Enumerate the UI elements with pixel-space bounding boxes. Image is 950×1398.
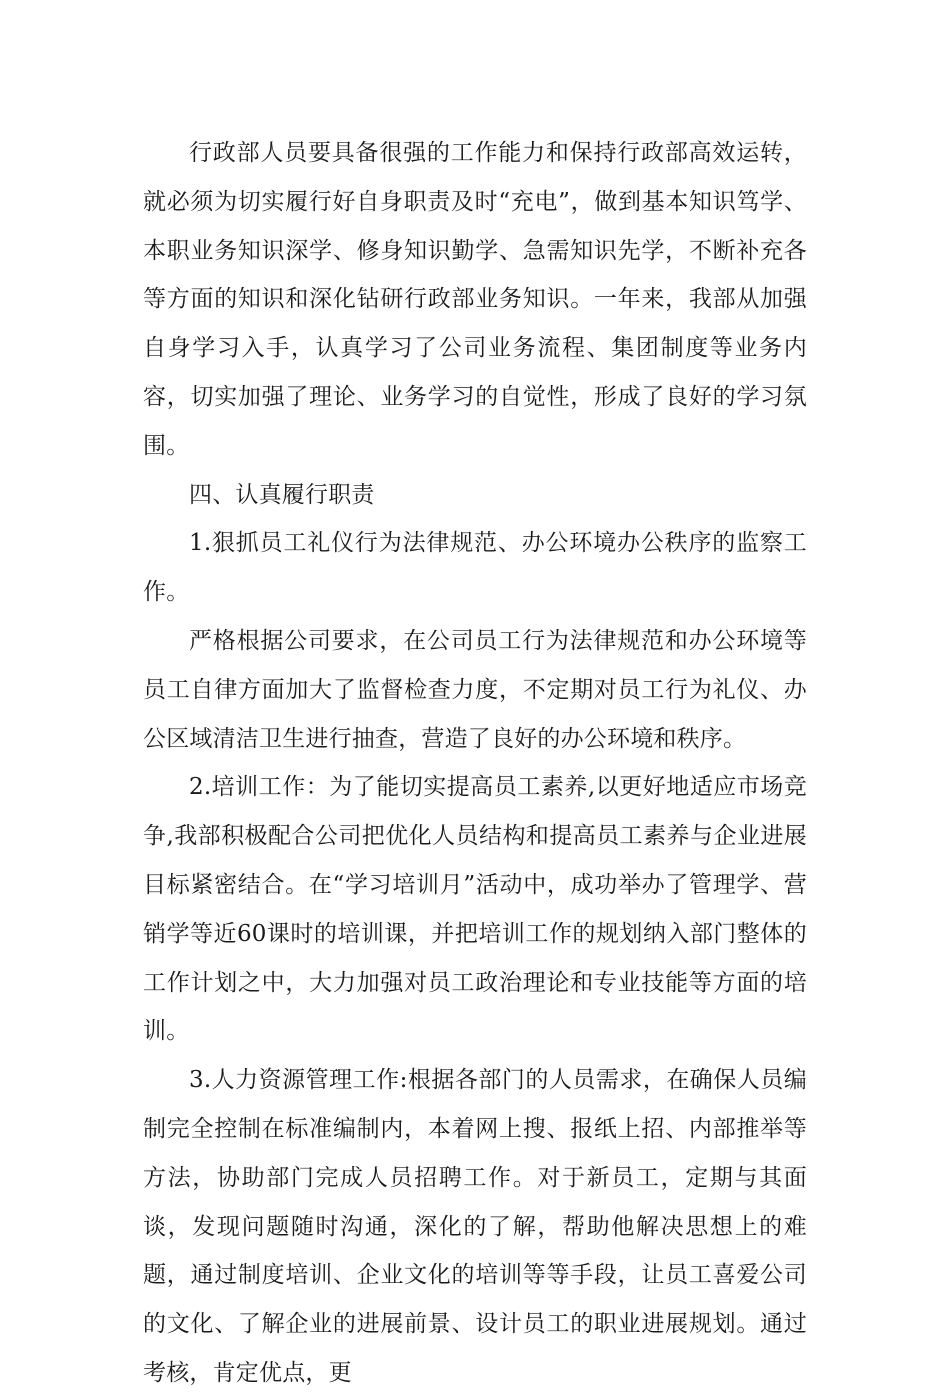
paragraph-item-3-hr: 3.人力资源管理工作:根据各部门的人员需求，在确保人员编制完全控制在标准编制内，本着网上搜、报纸上招、内部推举等方法，协助部门完成人员招聘工作。对于新员工，定期与其面谈，发现问题随时沟通，深化的了解，帮助他解决思想上的难题，通过制度培训、企业文化的培训等等手段，让员工喜爱公司的文化、了解企业的进展前景、设计员工的职业进展规划。通过考核，肯定优点，更 bbox=[143, 1067, 807, 1386]
paragraph-item-1-title: 1.狠抓员工礼仪行为法律规范、办公环境办公秩序的监察工作。 bbox=[143, 530, 807, 606]
document-body bbox=[143, 129, 807, 1398]
section-heading-duties: 四、认真履行职责 bbox=[189, 481, 375, 508]
paragraph-item-2-training: 2.培训工作：为了能切实提高员工素养,以更好地适应市场竞争,我部积极配合公司把优化人员结构和提高员工素养与企业进展目标紧密结合。在“学习培训月”活动中，成功举办了管理学、营销学等近60课时的培训课，并把培训工作的规划纳入部门整体的工作计划之中，大力加强对员工政治理论和专业技能等方面的培训。 bbox=[143, 774, 807, 1045]
paragraph-study: 行政部人员要具备很强的工作能力和保持行政部高效运转，就必须为切实履行好自身职责及时“充电”，做到基本知识笃学、本职业务知识深学、修身知识勤学、急需知识先学，不断补充各等方面的知识和深化钻研行政部业务知识。一年来，我部从加强自身学习入手，认真学习了公司业务流程、集团制度等业务内容，切实加强了理论、业务学习的自觉性，形成了良好的学习氛围。 bbox=[143, 140, 807, 459]
paragraph-item-1-body: 严格根据公司要求，在公司员工行为法律规范和办公环境等员工自律方面加大了监督检查力度，不定期对员工行为礼仪、办公区域清洁卫生进行抽查，营造了良好的办公环境和秩序。 bbox=[143, 627, 807, 752]
